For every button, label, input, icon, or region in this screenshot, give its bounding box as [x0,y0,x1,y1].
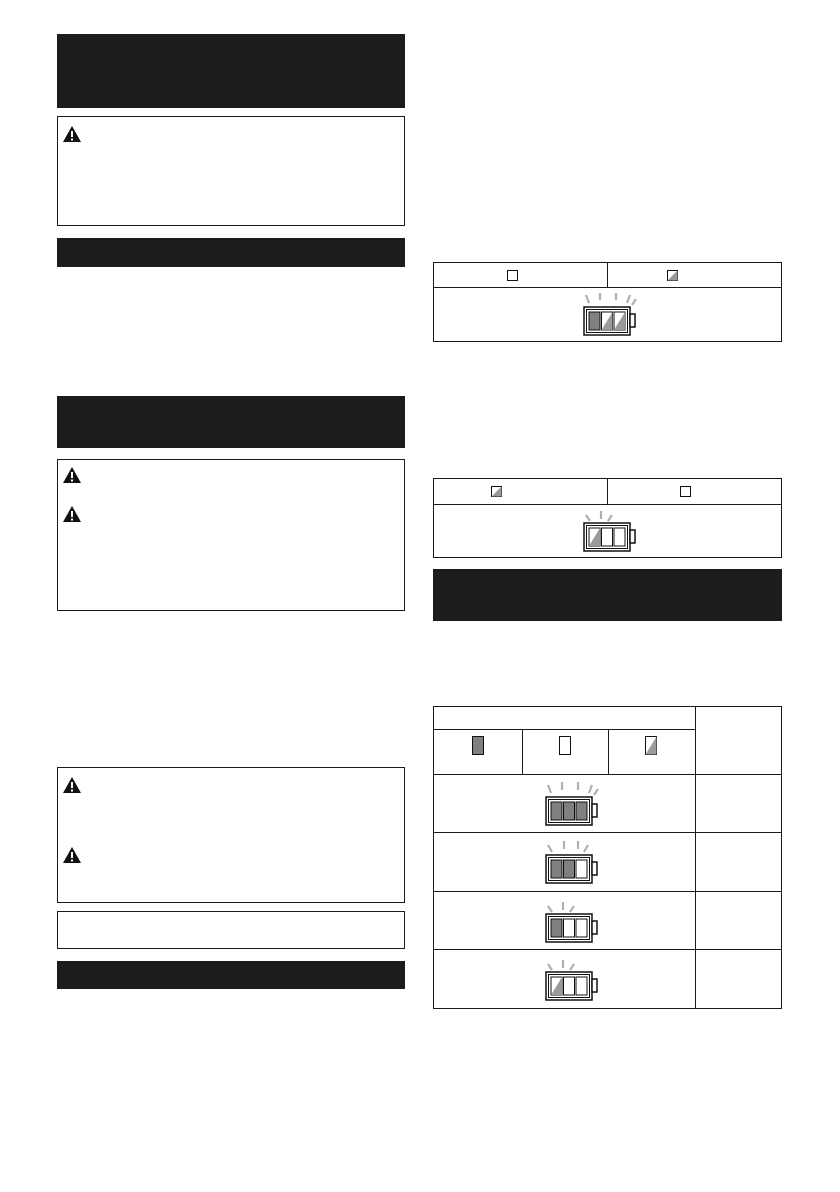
battery-cell-off [614,528,625,546]
lamp-blinking-icon [645,736,657,755]
battery-cell-lit [564,802,575,820]
battery-indicator-icon [529,835,619,889]
ray-mark [632,299,636,305]
warning-icon [62,846,82,864]
battery-cell-off [576,919,587,937]
warning-box-3 [57,767,405,903]
ray-mark [548,906,552,912]
warning-box-2 [57,459,405,611]
ray-mark [586,295,589,303]
warning-icon [62,125,82,143]
warning-icon [62,776,82,794]
section-header-bar-3 [57,396,405,448]
lamp-off-icon [680,486,691,497]
warning-icon [62,505,82,523]
battery-cell-lit [589,312,600,330]
ray-mark [548,964,552,970]
battery-terminal [592,921,597,934]
section-header-bar-1 [57,34,405,108]
ray-mark [584,845,588,852]
battery-terminal [630,530,635,543]
warning-box-1 [57,116,405,226]
battery-indicator-icon [529,952,619,1006]
battery-cell-lit [551,919,562,937]
battery-indicator-icon [574,509,644,555]
section-header-bar-4 [57,961,405,989]
ray-mark [548,845,552,852]
battery-indicator-icon [529,894,619,948]
indicator-table-1 [433,262,782,342]
section-header-bar-2 [57,238,405,267]
battery-cell-off [564,977,575,995]
battery-indicator-icon [529,777,619,831]
battery-terminal [592,979,597,992]
battery-cell-lit [551,860,562,878]
battery-terminal [592,804,597,817]
lamp-lit-icon [472,736,484,755]
indicator-table-2 [433,478,782,558]
lamp-lit-icon [507,270,518,281]
capacity-table [433,706,782,1009]
ray-mark [608,515,612,521]
ray-mark [548,785,551,793]
battery-cell-lit [551,802,562,820]
lamp-blinking-icon [667,270,678,281]
battery-cell-lit [576,802,587,820]
note-box [57,911,405,949]
ray-mark [594,789,598,795]
battery-cell-off [576,860,587,878]
lamp-blinking-icon [491,486,502,497]
ray-mark [570,964,574,970]
battery-cell-off [602,528,613,546]
ray-mark [586,515,590,521]
battery-cell-lit [564,860,575,878]
ray-mark [570,906,574,912]
battery-terminal [592,862,597,875]
ray-mark [589,785,592,793]
battery-terminal [630,314,635,327]
section-header-bar-5 [433,569,782,621]
battery-cell-off [564,919,575,937]
lamp-off-icon [559,736,571,755]
battery-cell-off [576,977,587,995]
battery-indicator-icon [574,293,644,339]
ray-mark [627,295,630,303]
warning-icon [62,466,82,484]
